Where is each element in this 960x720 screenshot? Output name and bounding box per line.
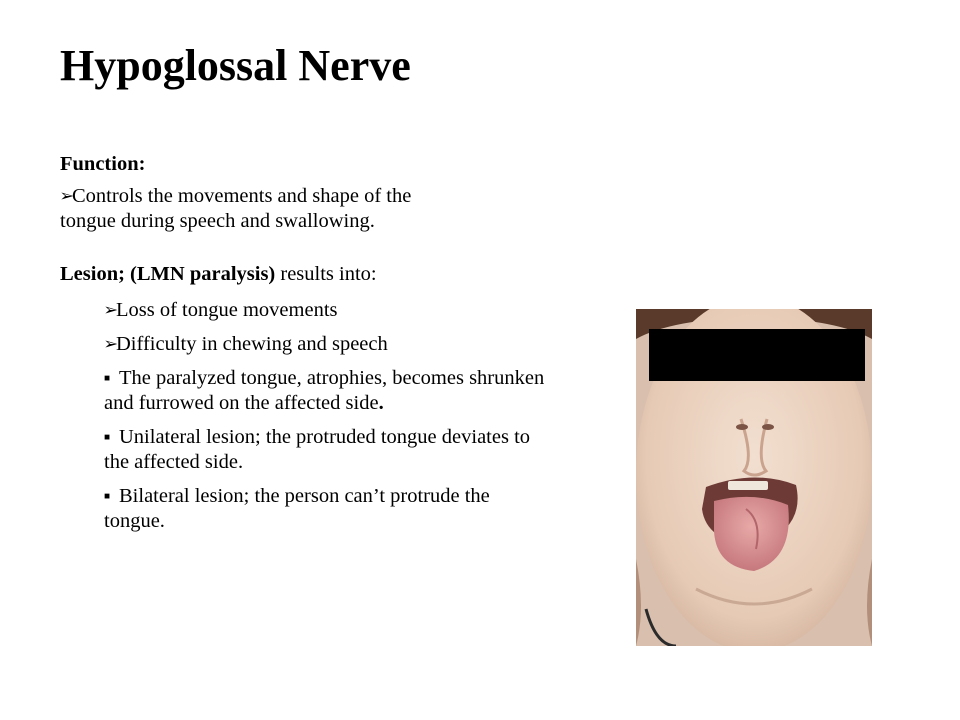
arrow-bullet-icon: ➢ — [103, 336, 119, 353]
list-item — [104, 366, 550, 416]
function-bullet-line1: Controls the movements and shape of the — [72, 185, 412, 207]
square-bullet-icon: ■ — [104, 432, 111, 443]
patient-photo — [636, 309, 872, 646]
list-item-text: Loss of tongue movements — [116, 299, 338, 321]
list-item-text: Bilateral lesion; the person can’t protrude the tongue. — [104, 485, 490, 532]
list-item — [104, 298, 550, 323]
lesion-heading — [60, 262, 550, 287]
list-item — [104, 332, 550, 357]
square-bullet-icon: ■ — [104, 373, 111, 384]
list-item-suffix: . — [378, 392, 384, 414]
list-item-text: Difficulty in chewing and speech — [116, 333, 388, 355]
arrow-bullet-icon: ➢ — [103, 302, 119, 319]
eye-censor-bar — [649, 329, 865, 381]
slide-title: Hypoglossal Nerve — [60, 41, 411, 90]
lesion-heading-rest: results into: — [275, 263, 377, 285]
function-bullet-line2: tongue during speech and swallowing. — [60, 210, 375, 232]
list-item — [104, 425, 550, 475]
arrow-bullet-icon: ➢ — [59, 188, 75, 205]
square-bullet-icon: ■ — [104, 491, 111, 502]
lesion-heading-bold: Lesion; (LMN paralysis) — [60, 263, 276, 285]
function-bullet — [60, 184, 550, 234]
list-item-text: Unilateral lesion; the protruded tongue deviates to the affected side. — [104, 426, 531, 473]
lesion-list — [104, 298, 550, 534]
slide-body — [60, 152, 550, 543]
function-heading: Function: — [60, 153, 146, 175]
list-item — [104, 484, 550, 534]
list-item-text: The paralyzed tongue, atrophies, becomes shrunken and furrowed on the affected side — [104, 367, 545, 414]
